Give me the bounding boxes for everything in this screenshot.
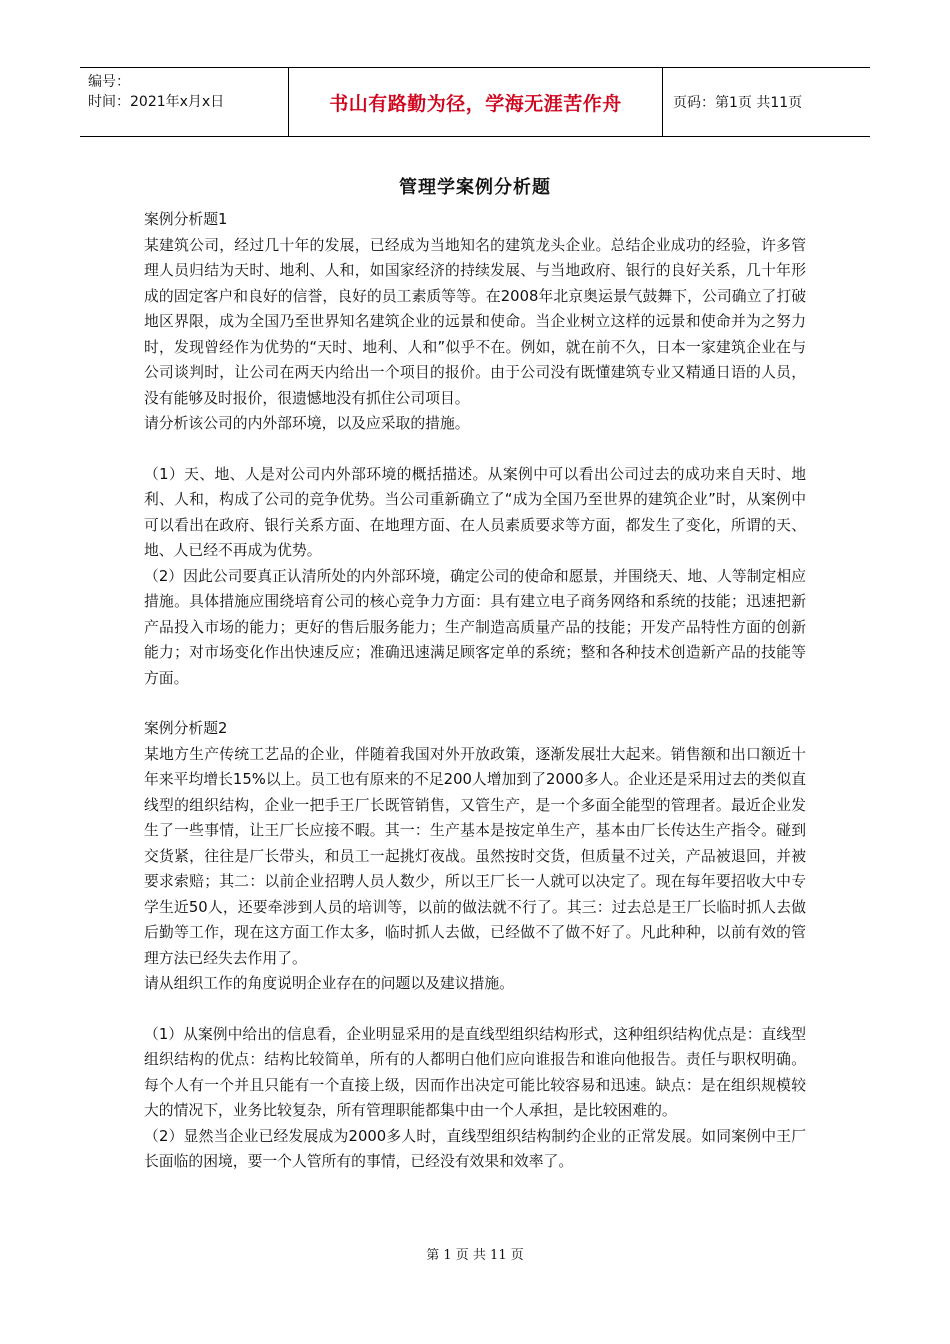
- case1-body: 某建筑公司，经过几十年的发展，已经成为当地知名的建筑龙头企业。总结企业成功的经验，许多管理人员归结为天时、地利、人和，如国家经济的持续发展、与当地政府、银行的良好关系，几十年形成的固定客户和良好的信誉，良好的员工素质等等。在2008年北京奥运景气鼓舞下，公司确立了打破地区界限，成为全国乃至世界知名建筑企业的远景和使命。当企业树立这样的远景和使命并为之努力时，发现曾经作为优势的“天时、地利、人和”似乎不在。例如，就在前不久，日本一家建筑企业在与公司谈判时，让公司在两天内给出一个项目的报价。由于公司没有既懂建筑专业又精通日语的人员，没有能够及时报价，很遗憾地没有抓住公司项目。: [144, 236, 806, 407]
- case1-question: 请分析该公司的内外部环境，以及应采取的措施。: [144, 415, 470, 432]
- case2-answer-2: （2）显然当企业已经发展成为2000多人时，直线型组织结构制约企业的正常发展。如同案例中王厂长面临的困境，要一个人管所有的事情，已经没有效果和效率了。: [144, 1127, 806, 1170]
- case2-body: 某地方生产传统工艺品的企业，伴随着我国对外开放政策，逐渐发展壮大起来。销售额和出口额近十年来平均增长15%以上。员工也有原来的不足200人增加到了2000多人。企业还是采用过去的类似直线型的组织结构，企业一把手王厂长既管销售，又管生产，是一个多面全能型的管理者。最近企业发生了一些事情，让王厂长应接不暇。其一：生产基本是按定单生产，基本由厂长传达生产指令。碰到交货紧，往往是厂长带头，和员工一起挑灯夜战。虽然按时交货，但质量不过关，产品被退回，并被要求索赔；其二：以前企业招聘人员人数少，所以王厂长一人就可以决定了。现在每年要招收大中专学生近50人，还要牵涉到人员的培训等，以前的做法就不行了。其三：过去总是王厂长临时抓人去做后勤等工作，现在这方面工作太多，临时抓人去做，已经做不了做不好了。凡此种种，以前有效的管理方法已经失去作用了。: [144, 745, 806, 967]
- case1-heading: 案例分析题1: [144, 211, 228, 228]
- header-motto: 书山有路勤为径，学海无涯苦作舟: [288, 68, 663, 136]
- page-header: [80, 67, 870, 137]
- spacer: [144, 997, 806, 1022]
- header-meta: [80, 68, 288, 136]
- spacer: [144, 437, 806, 462]
- case1-answer-2: （2）因此公司要真正认清所处的内外部环境，确定公司的使命和愿景，并围绕天、地、人等制定相应措施。具体措施应围绕培育公司的核心竞争力方面：具有建立电子商务网络和系统的技能；迅速把新产品投入市场的能力；更好的售后服务能力；生产制造高质量产品的技能；开发产品特性方面的创新能力；对市场变化作出快速反应；准确迅速满足顾客定单的系统；整和各种技术创造新产品的技能等方面。: [144, 567, 806, 687]
- document-body: [144, 207, 806, 1175]
- number-label: 编号：: [88, 74, 130, 90]
- header-page-info: 页码：第1页 共11页: [673, 95, 803, 111]
- case2-heading: 案例分析题2: [144, 720, 228, 737]
- case2-question: 请从组织工作的角度说明企业存在的问题以及建议措施。: [144, 975, 514, 992]
- case1-answer-1: （1）天、地、人是对公司内外部环境的概括描述。从案例中可以看出公司过去的成功来自天时、地利、人和，构成了公司的竞争优势。当公司重新确立了“成为全国乃至世界的建筑企业”时，从案例中可以看出在政府、银行关系方面、在地理方面、在人员素质要求等方面，都发生了变化，所谓的天、地、人已经不再成为优势。: [144, 465, 806, 559]
- page-footer: 第 1 页 共 11 页: [426, 1248, 524, 1263]
- time-label: 时间：2021年x月x日: [88, 94, 225, 110]
- document-title: 管理学案例分析题: [399, 177, 551, 198]
- case2-answer-1: （1）从案例中给出的信息看，企业明显采用的是直线型组织结构形式，这种组织结构优点是：直线型组织结构的优点：结构比较简单，所有的人都明白他们应向谁报告和谁向他报告。责任与职权明确。每个人有一个并且只能有一个直接上级，因而作出决定可能比较容易和迅速。缺点：是在组织规模较大的情况下，业务比较复杂，所有管理职能都集中由一个人承担，是比较困难的。: [144, 1025, 806, 1119]
- spacer: [144, 691, 806, 716]
